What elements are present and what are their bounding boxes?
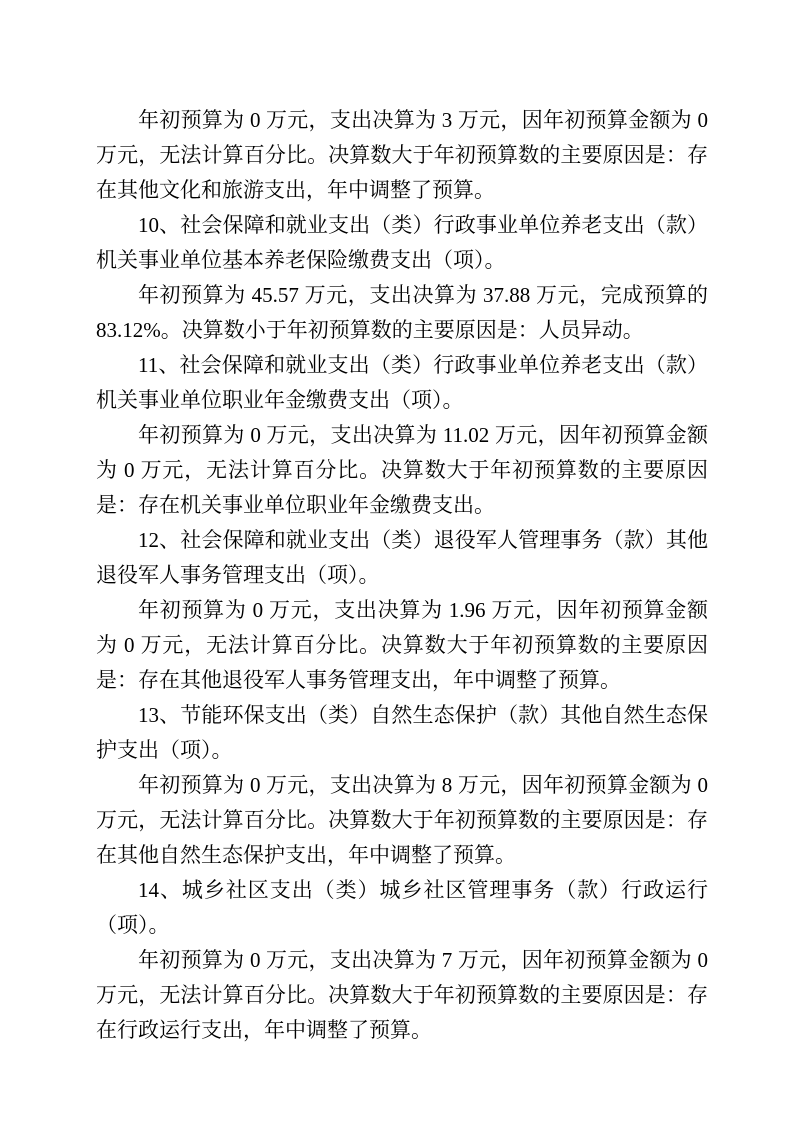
paragraph-item-13-title: 13、节能环保支出（类）自然生态保护（款）其他自然生态保护支出（项）。: [96, 703, 708, 762]
paragraph-item-13-detail: 年初预算为 0 万元，支出决算为 8 万元，因年初预算金额为 0 万元，无法计算百分比。决算数大于年初预算数的主要原因是：存在其他自然生态保护支出，年中调整了预算。: [96, 773, 708, 867]
paragraph-item-10-detail: 年初预算为 45.57 万元，支出决算为 37.88 万元，完成预算的 83.12%。决算数小于年初预算数的主要原因是：人员异动。: [96, 283, 708, 342]
paragraph-budget-detail-intro: 年初预算为 0 万元，支出决算为 3 万元，因年初预算金额为 0 万元，无法计算百分比。决算数大于年初预算数的主要原因是：存在其他文化和旅游支出，年中调整了预算。: [96, 108, 708, 202]
paragraph-item-14-title: 14、城乡社区支出（类）城乡社区管理事务（款）行政运行（项）。: [96, 878, 708, 937]
paragraph-item-12-title: 12、社会保障和就业支出（类）退役军人管理事务（款）其他退役军人事务管理支出（项）。: [96, 528, 708, 587]
paragraph-item-14-detail: 年初预算为 0 万元，支出决算为 7 万元，因年初预算金额为 0 万元，无法计算百分比。决算数大于年初预算数的主要原因是：存在行政运行支出，年中调整了预算。: [96, 948, 708, 1042]
paragraph-item-11-title: 11、社会保障和就业支出（类）行政事业单位养老支出（款）机关事业单位职业年金缴费支出（项）。: [96, 353, 708, 412]
paragraph-item-12-detail: 年初预算为 0 万元，支出决算为 1.96 万元，因年初预算金额为 0 万元，无法计算百分比。决算数大于年初预算数的主要原因是：存在其他退役军人事务管理支出，年中调整了预算。: [96, 598, 708, 692]
paragraph-item-10-title: 10、社会保障和就业支出（类）行政事业单位养老支出（款）机关事业单位基本养老保险缴费支出（项）。: [96, 213, 708, 272]
paragraph-item-11-detail: 年初预算为 0 万元，支出决算为 11.02 万元，因年初预算金额为 0 万元，无法计算百分比。决算数大于年初预算数的主要原因是：存在机关事业单位职业年金缴费支出。: [96, 423, 708, 517]
document-content-area: [96, 103, 708, 1048]
